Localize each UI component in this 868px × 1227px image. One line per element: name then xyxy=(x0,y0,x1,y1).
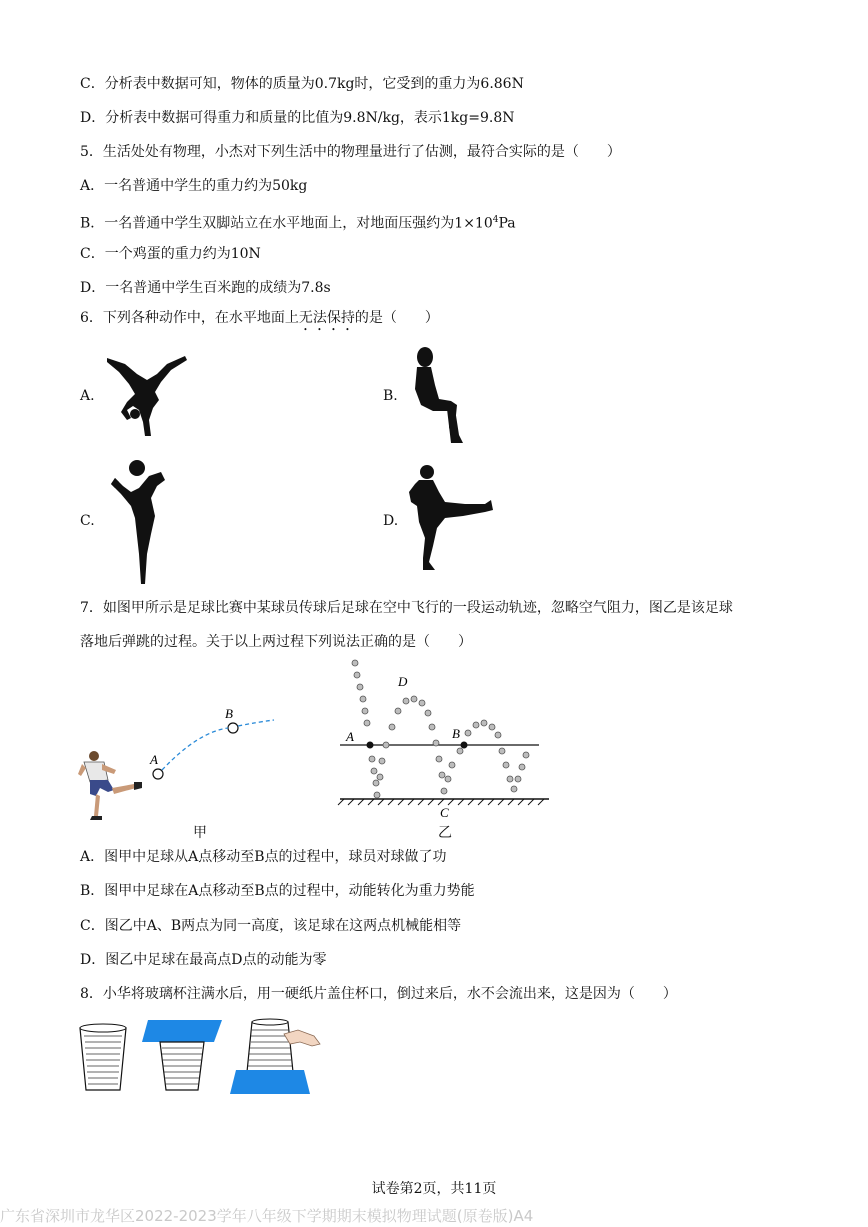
q4-option-d: D．分析表中数据可得重力和质量的比值为9.8N/kg，表示1kg=9.8N xyxy=(80,110,515,126)
label-a-yi: A xyxy=(346,729,354,744)
q6-text-post: 的是（ ） xyxy=(354,310,439,326)
figure-yi-caption: 乙 xyxy=(438,825,452,841)
q5b-unit: Pa xyxy=(498,215,516,232)
q5b-exponent: 4 xyxy=(492,215,499,225)
handstand-silhouette xyxy=(105,350,190,440)
q5-stem: 5．生活处处有物理，小杰对下列生活中的物理量进行了估测，最符合实际的是（ ） xyxy=(80,144,621,160)
covered-glass xyxy=(142,1020,222,1090)
leg-hold-silhouette xyxy=(105,458,175,588)
q8-stem: 8．小华将玻璃杯注满水后，用一硬纸片盖住杯口，倒过来后，水不会流出来，这是因为（ ） xyxy=(80,986,677,1002)
point-b-marker xyxy=(461,742,468,749)
q6-emphasis: 无法保持 xyxy=(298,310,355,326)
q7-option-b: B．图甲中足球在A点移动至B点的过程中，动能转化为重力势能 xyxy=(80,883,475,899)
figure-jia-kick xyxy=(78,700,278,825)
q6-label-d: D. xyxy=(383,513,399,529)
label-b-jia: B xyxy=(225,706,233,721)
label-c-yi: C xyxy=(440,805,449,820)
q7-option-c: C．图乙中A、B两点为同一高度，该足球在这两点机械能相等 xyxy=(80,918,462,934)
inverted-glass xyxy=(230,1019,320,1094)
ball-at-a xyxy=(153,769,163,779)
q6-stem xyxy=(80,309,439,334)
q7-option-d: D．图乙中足球在最高点D点的动能为零 xyxy=(80,952,327,968)
label-a-jia: A xyxy=(150,752,158,767)
q7-stem-line2: 落地后弹跳的过程。关于以上两过程下列说法正确的是（ ） xyxy=(80,634,472,650)
q6-label-a: A. xyxy=(80,388,95,404)
q4-option-c: C．分析表中数据可知，物体的质量为0.7kg时，它受到的重力为6.86N xyxy=(80,76,524,92)
ball-positions xyxy=(352,660,529,798)
q6-text-pre: 6．下列各种动作中，在水平地面上 xyxy=(80,310,299,326)
glass-experiment-figure xyxy=(76,1012,321,1097)
q5b-text: B．一名普通中学生双脚站立在水平地面上，对地面压强约为1×10 xyxy=(80,215,493,232)
figure-jia-caption: 甲 xyxy=(193,825,207,841)
q5-option-d: D．一名普通中学生百米跑的成绩为7.8s xyxy=(80,280,331,296)
page-footer: 试卷第2页，共11页 xyxy=(371,1181,497,1197)
q5-option-b xyxy=(80,211,516,233)
label-d-yi: D xyxy=(398,674,408,689)
sitting-silhouette xyxy=(405,345,465,447)
q7-option-a: A．图甲中足球从A点移动至B点的过程中，球员对球做了功 xyxy=(80,849,447,865)
trajectory xyxy=(162,720,274,770)
watermark: 广东省深圳市龙华区2022-2023学年八年级下学期期末模拟物理试题(原卷版)A4 xyxy=(0,1207,534,1225)
q6-label-b: B. xyxy=(383,388,398,404)
label-b-yi: B xyxy=(452,726,460,741)
player-figure xyxy=(78,751,142,820)
q5-option-c: C．一个鸡蛋的重力约为10N xyxy=(80,246,261,262)
ball-at-b xyxy=(228,723,238,733)
q7-stem-line1: 7．如图甲所示是足球比赛中某球员传球后足球在空中飞行的一段运动轨迹，忽略空气阻力，图乙是该足球 xyxy=(80,600,733,616)
q5-option-a: A．一名普通中学生的重力约为50kg xyxy=(80,178,308,194)
figure-yi-bounce xyxy=(336,655,551,825)
high-kick-silhouette xyxy=(405,462,495,574)
point-a-marker xyxy=(367,742,374,749)
q6-label-c: C. xyxy=(80,513,95,529)
full-glass xyxy=(80,1024,126,1090)
